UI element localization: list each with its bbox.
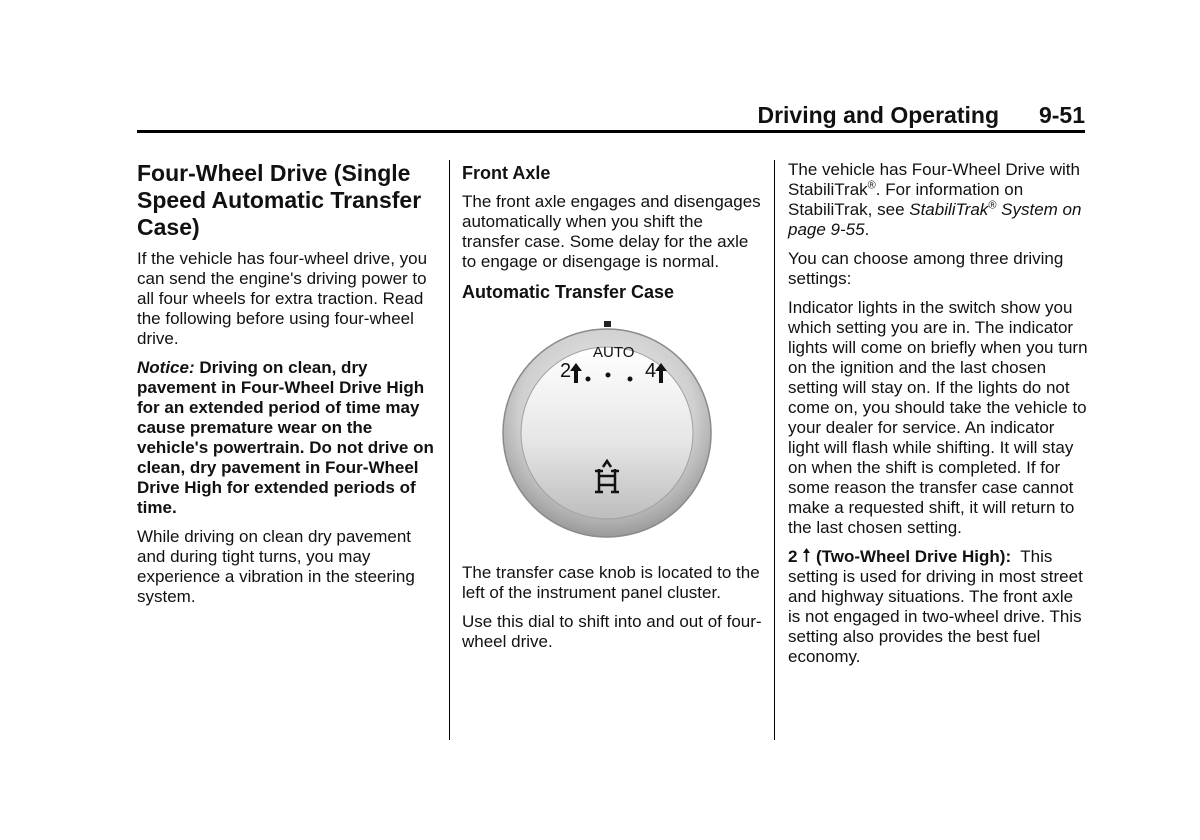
stabilitrak-text: . [864, 220, 870, 239]
mode-auto-label: AUTO [593, 344, 635, 361]
transfer-case-heading: Automatic Transfer Case [462, 282, 675, 302]
cross-reference-text: System on page 9-55 [788, 200, 1082, 239]
two-wheel-high-paragraph [788, 547, 1088, 667]
column-2 [462, 162, 762, 661]
column-divider [449, 160, 450, 740]
two-wheel-high-term [788, 547, 1011, 566]
transfer-case-knob-illustration [462, 311, 762, 551]
stabilitrak-paragraph [788, 160, 1088, 240]
stabilitrak-text: The vehicle has Four-Wheel Drive with StabiliTrak [788, 160, 1080, 199]
indicator-dot [586, 377, 591, 382]
stabilitrak-text: . For information on StabiliTrak, see [788, 180, 1024, 219]
indicator-dot [628, 377, 633, 382]
front-axle-heading: Front Axle [462, 163, 551, 183]
registered-mark: ® [988, 199, 997, 212]
up-arrow-icon [802, 547, 811, 563]
notice-text: Driving on clean, dry pavement in Four-Wheel Drive High for an extended period of time may cause premature wear on the vehicle's powertrain. Do not drive on clean, dry pavement in Four-Wheel Drive High for extended periods of time. [137, 358, 434, 517]
two-wheel-high-description: This setting is used for driving in most street and highway situations. The front axle is not engaged in two-wheel drive. This setting also provides the best fuel economy. [788, 547, 1083, 666]
term-label: (Two-Wheel Drive High): [815, 547, 1012, 566]
transfer-case-knob-figure [462, 311, 762, 551]
knob-pointer [604, 321, 611, 327]
settings-intro-paragraph: You can choose among three driving settings: [788, 249, 1064, 288]
page-number: 9-51 [1038, 102, 1085, 128]
section-title: Four-Wheel Drive (Single Speed Automatic Transfer Case) [137, 160, 422, 240]
notice-paragraph [137, 358, 439, 518]
page-header [137, 96, 1085, 133]
intro-paragraph: If the vehicle has four-wheel drive, you can send the engine's driving power to all four wheels for extra traction. Read the following before using four-wheel drive. [137, 249, 428, 348]
column-3 [788, 160, 1088, 676]
column-1 [137, 160, 439, 616]
mode-2-label: 2 [560, 360, 572, 382]
cross-reference-text: StabiliTrak [909, 200, 989, 219]
knob-location-paragraph: The transfer case knob is located to the left of the instrument panel cluster. [462, 563, 760, 602]
term-number: 2 [788, 547, 798, 566]
indicator-dot [606, 373, 611, 378]
column-divider [774, 160, 775, 740]
dial-usage-paragraph: Use this dial to shift into and out of four-wheel drive. [462, 612, 762, 651]
registered-mark: ® [867, 179, 876, 192]
front-axle-paragraph: The front axle engages and disengages automatically when you shift the transfer case. Some delay for the axle to engage or disengage is normal. [462, 192, 761, 271]
vibration-paragraph: While driving on clean dry pavement and during tight turns, you may experience a vibration in the steering system. [137, 527, 415, 606]
chapter-title: Driving and Operating [757, 102, 999, 128]
indicator-lights-paragraph: Indicator lights in the switch show you which setting you are in. The indicator lights will come on briefly when you turn on the ignition and the last chosen setting will stay on. If the lights do not come on, you should take the vehicle to your dealer for service. An indicator light will flash while shifting. It will stay on when the shift is completed. If for some reason the transfer case cannot make a requested shift, it will return to the last chosen setting. [788, 298, 1088, 537]
notice-label: Notice: [137, 358, 195, 377]
mode-4-label: 4 [645, 360, 657, 382]
